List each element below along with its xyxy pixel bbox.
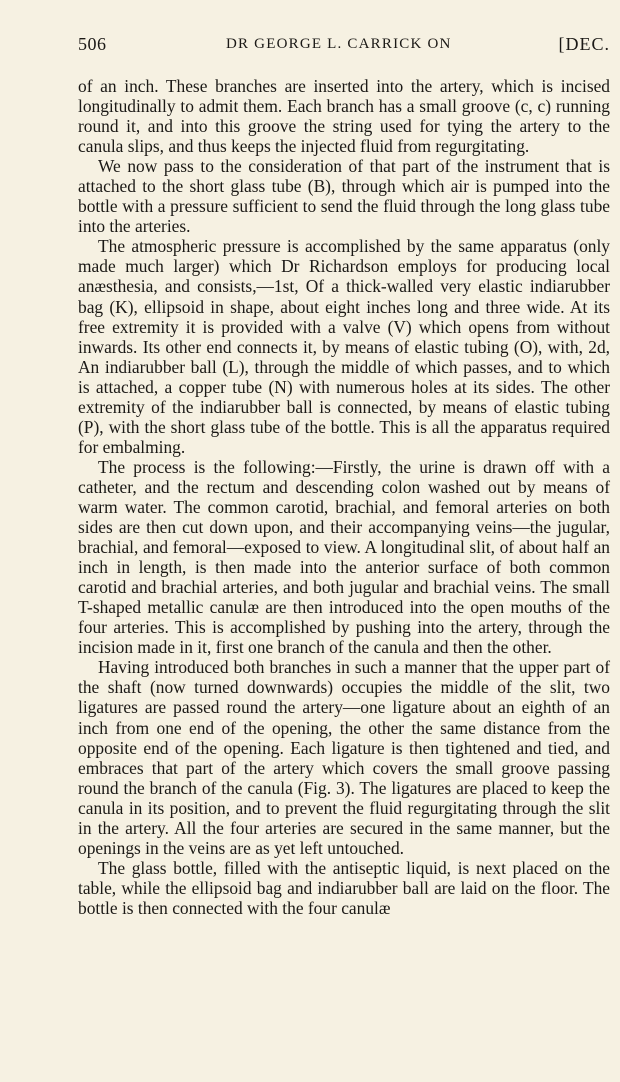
- page-number: 506: [78, 34, 107, 54]
- paragraph: of an inch. These branches are inserted into the artery, which is incised longitudinally to admit them. Each branch has a small groove (c, c) running round it, and into this groove the string used for tying the artery to the canula slips, and thus keeps the injected fluid from regurgitating.: [78, 76, 610, 157]
- paragraph: The glass bottle, filled with the antiseptic liquid, is next placed on the table, while the ellipsoid bag and indiarubber ball are laid on the floor. The bottle is then connected with the four canulæ: [78, 857, 610, 918]
- paragraph: The process is the following:—Firstly, the urine is drawn off with a catheter, and the rectum and descending colon washed out by means of warm water. The common carotid, brachial, and femoral arteries on both sides are then cut down upon, and their accompanying veins—the jugular, brachial, and femoral—exposed to view. A longitudinal slit, of about half an inch in length, is then made into the anterior surface of both common carotid and brachial arteries, and both jugular and brachial veins. The small T-shaped metallic canulæ are then introduced into the open mouths of the four arteries. This is accomplished by pushing into the artery, through the incision made in it, first one branch of the canula and then the other.: [78, 456, 610, 658]
- paragraph: The atmospheric pressure is accomplished by the same apparatus (only made much larger) which Dr Richardson employs for producing local anæsthesia, and consists,—1st, Of a thick-walled very elastic indiarubber bag (K), ellipsoid in shape, about eight inches long and three wide. At its free extremity it is provided with a valve (V) which opens from without inwards. Its other end connects it, by means of elastic tubing (O), with, 2d, An indiarubber ball (L), through the middle of which passes, and to which is attached, a copper tube (N) with numerous holes at its sides. The other extremity of the indiarubber ball is connected, by means of elastic tubing (P), with the short glass tube of the bottle. This is all the apparatus required for embalming.: [78, 236, 610, 457]
- header-date-fragment: [DEC.: [558, 34, 610, 54]
- paragraph: Having introduced both branches in such a manner that the upper part of the shaft (now turned downwards) occupies the middle of the slit, two ligatures are passed round the artery—one ligature about an eighth of an inch from one end of the opening, the other the same distance from the opposite end of the opening. Each ligature is then tightened and tied, and embraces that part of the artery which covers the small groove passing round the branch of the canula (Fig. 3). The ligatures are placed to keep the canula in its position, and to prevent the fluid regurgitating through the slit in the artery. All the four arteries are secured in the same manner, but the openings in the veins are as yet left untouched.: [78, 657, 610, 858]
- paragraph: We now pass to the consideration of that part of the instrument that is attached to the short glass tube (B), through which air is pumped into the bottle with a pressure sufficient to send the fluid through the long glass tube into the arteries.: [78, 156, 610, 237]
- page-header: [78, 34, 610, 58]
- page-body: [78, 76, 610, 918]
- running-head: DR GEORGE L. CARRICK ON: [226, 36, 452, 52]
